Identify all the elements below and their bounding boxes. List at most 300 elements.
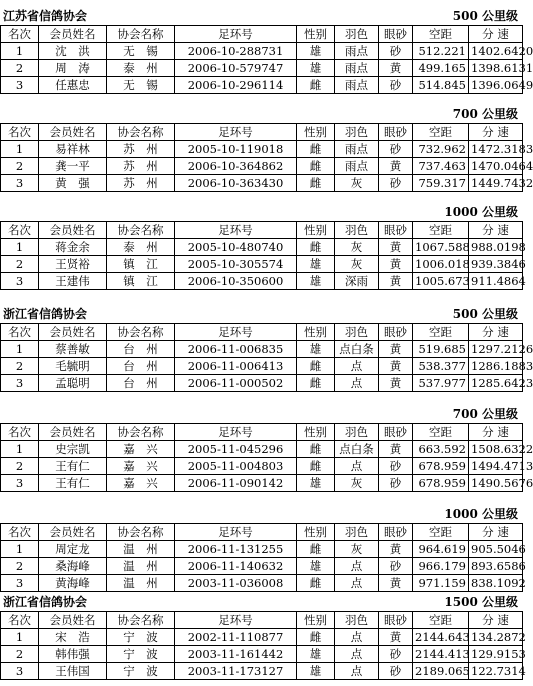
distance-level: 700 公里级 xyxy=(452,407,518,421)
column-header: 空距 xyxy=(413,424,469,441)
distance-cell: 2144.413 xyxy=(413,646,469,663)
eye-cell: 黄 xyxy=(379,341,413,358)
column-header: 足环号 xyxy=(175,424,297,441)
eye-cell: 砂 xyxy=(379,558,413,575)
member-name-cell: 任惠忠 xyxy=(39,77,107,94)
section-header xyxy=(0,4,522,25)
results-table xyxy=(0,611,526,680)
color-cell: 深雨 xyxy=(335,273,379,290)
table-row xyxy=(1,475,523,492)
table-header-row xyxy=(1,324,523,341)
color-cell: 灰 xyxy=(335,239,379,256)
eye-cell: 砂 xyxy=(379,141,413,158)
rank-cell: 2 xyxy=(1,358,39,375)
eye-cell: 黄 xyxy=(379,629,413,646)
distance-cell: 514.845 xyxy=(413,77,469,94)
column-header: 协会名称 xyxy=(107,324,175,341)
member-name-cell: 王有仁 xyxy=(39,458,107,475)
club-cell: 苏 州 xyxy=(107,158,175,175)
speed-cell: 1398.6131 xyxy=(469,60,523,77)
distance-cell: 2189.065 xyxy=(413,663,469,680)
column-header: 名次 xyxy=(1,524,39,541)
ring-number-cell: 2006-10-363430 xyxy=(175,175,297,192)
column-header: 名次 xyxy=(1,222,39,239)
rank-cell: 2 xyxy=(1,558,39,575)
member-name-cell: 周定龙 xyxy=(39,541,107,558)
distance-cell: 759.317 xyxy=(413,175,469,192)
column-header: 会员姓名 xyxy=(39,222,107,239)
rank-cell: 3 xyxy=(1,175,39,192)
column-header: 分 速 xyxy=(469,324,523,341)
results-section-zhejiang-1000 xyxy=(0,502,526,592)
eye-cell: 黄 xyxy=(379,358,413,375)
member-name-cell: 王有仁 xyxy=(39,475,107,492)
column-header: 眼砂 xyxy=(379,524,413,541)
results-table xyxy=(0,221,526,290)
ring-number-cell: 2005-11-004803 xyxy=(175,458,297,475)
ring-number-cell: 2006-10-296114 xyxy=(175,77,297,94)
ring-number-cell: 2006-11-006835 xyxy=(175,341,297,358)
association-name: 浙江省信鸽协会 xyxy=(3,307,88,321)
sex-cell: 雄 xyxy=(297,475,335,492)
distance-cell: 2144.643 xyxy=(413,629,469,646)
sex-cell: 雌 xyxy=(297,441,335,458)
eye-cell: 砂 xyxy=(379,475,413,492)
sex-cell: 雌 xyxy=(297,575,335,592)
column-header: 空距 xyxy=(413,26,469,43)
sex-cell: 雌 xyxy=(297,158,335,175)
results-section-zhejiang-1500 xyxy=(0,590,526,680)
ring-number-cell: 2005-10-119018 xyxy=(175,141,297,158)
table-row xyxy=(1,575,523,592)
speed-cell: 905.5046 xyxy=(469,541,523,558)
color-cell: 灰 xyxy=(335,475,379,492)
column-header: 协会名称 xyxy=(107,124,175,141)
column-header: 会员姓名 xyxy=(39,324,107,341)
ring-number-cell: 2006-11-090142 xyxy=(175,475,297,492)
eye-cell: 黄 xyxy=(379,239,413,256)
sex-cell: 雌 xyxy=(297,175,335,192)
member-name-cell: 蒋金余 xyxy=(39,239,107,256)
column-header: 空距 xyxy=(413,524,469,541)
rank-cell: 1 xyxy=(1,43,39,60)
distance-cell: 966.179 xyxy=(413,558,469,575)
table-row xyxy=(1,60,523,77)
results-table xyxy=(0,523,526,592)
association-name: 江苏省信鸽协会 xyxy=(3,9,88,23)
column-header: 眼砂 xyxy=(379,124,413,141)
color-cell: 点 xyxy=(335,558,379,575)
distance-level: 500 公里级 xyxy=(452,307,518,321)
distance-cell: 1006.018 xyxy=(413,256,469,273)
ring-number-cell: 2003-11-173127 xyxy=(175,663,297,680)
ring-number-cell: 2006-10-288731 xyxy=(175,43,297,60)
color-cell: 点 xyxy=(335,629,379,646)
member-name-cell: 王建伟 xyxy=(39,273,107,290)
table-header-row xyxy=(1,424,523,441)
eye-cell: 黄 xyxy=(379,273,413,290)
rank-cell: 2 xyxy=(1,458,39,475)
column-header: 性别 xyxy=(297,612,335,629)
column-header: 足环号 xyxy=(175,222,297,239)
column-header: 性别 xyxy=(297,424,335,441)
column-header: 会员姓名 xyxy=(39,124,107,141)
table-row xyxy=(1,358,523,375)
color-cell: 点 xyxy=(335,358,379,375)
column-header: 足环号 xyxy=(175,26,297,43)
table-header-row xyxy=(1,612,523,629)
club-cell: 嘉 兴 xyxy=(107,441,175,458)
rank-cell: 1 xyxy=(1,629,39,646)
rank-cell: 3 xyxy=(1,273,39,290)
club-cell: 无 锡 xyxy=(107,77,175,94)
club-cell: 镇 江 xyxy=(107,256,175,273)
table-row xyxy=(1,646,523,663)
club-cell: 嘉 兴 xyxy=(107,475,175,492)
rank-cell: 1 xyxy=(1,141,39,158)
column-header: 眼砂 xyxy=(379,26,413,43)
club-cell: 嘉 兴 xyxy=(107,458,175,475)
speed-cell: 893.6586 xyxy=(469,558,523,575)
speed-cell: 939.3846 xyxy=(469,256,523,273)
column-header: 眼砂 xyxy=(379,612,413,629)
member-name-cell: 桑海峰 xyxy=(39,558,107,575)
table-header-row xyxy=(1,222,523,239)
column-header: 羽色 xyxy=(335,324,379,341)
ring-number-cell: 2005-10-480740 xyxy=(175,239,297,256)
sex-cell: 雄 xyxy=(297,256,335,273)
column-header: 名次 xyxy=(1,424,39,441)
member-name-cell: 蔡善敏 xyxy=(39,341,107,358)
column-header: 足环号 xyxy=(175,612,297,629)
results-table xyxy=(0,123,533,192)
table-row xyxy=(1,239,523,256)
table-header-row xyxy=(1,26,523,43)
column-header: 名次 xyxy=(1,124,39,141)
column-header: 协会名称 xyxy=(107,524,175,541)
club-cell: 温 州 xyxy=(107,575,175,592)
ring-number-cell: 2002-11-110877 xyxy=(175,629,297,646)
section-header xyxy=(0,102,522,123)
sex-cell: 雌 xyxy=(297,541,335,558)
color-cell: 点 xyxy=(335,646,379,663)
column-header: 名次 xyxy=(1,612,39,629)
column-header: 会员姓名 xyxy=(39,524,107,541)
distance-cell: 1067.588 xyxy=(413,239,469,256)
results-section-zhejiang-500 xyxy=(0,302,533,392)
club-cell: 苏 州 xyxy=(107,175,175,192)
member-name-cell: 毛毓明 xyxy=(39,358,107,375)
table-row xyxy=(1,43,523,60)
distance-level: 1500 公里级 xyxy=(444,595,518,609)
rank-cell: 1 xyxy=(1,341,39,358)
eye-cell: 砂 xyxy=(379,175,413,192)
club-cell: 宁 波 xyxy=(107,646,175,663)
ring-number-cell: 2006-10-579747 xyxy=(175,60,297,77)
club-cell: 宁 波 xyxy=(107,663,175,680)
distance-cell: 519.685 xyxy=(413,341,469,358)
distance-cell: 538.377 xyxy=(413,358,469,375)
sex-cell: 雌 xyxy=(297,629,335,646)
eye-cell: 黄 xyxy=(379,575,413,592)
column-header: 眼砂 xyxy=(379,324,413,341)
member-name-cell: 孟聪明 xyxy=(39,375,107,392)
table-row xyxy=(1,375,523,392)
column-header: 会员姓名 xyxy=(39,612,107,629)
club-cell: 温 州 xyxy=(107,541,175,558)
sex-cell: 雄 xyxy=(297,273,335,290)
column-header: 羽色 xyxy=(335,424,379,441)
color-cell: 雨点 xyxy=(335,43,379,60)
distance-cell: 537.977 xyxy=(413,375,469,392)
rank-cell: 1 xyxy=(1,239,39,256)
table-row xyxy=(1,273,523,290)
club-cell: 泰 州 xyxy=(107,239,175,256)
eye-cell: 砂 xyxy=(379,646,413,663)
speed-cell: 1402.6420 xyxy=(469,43,523,60)
distance-cell: 678.959 xyxy=(413,475,469,492)
column-header: 空距 xyxy=(413,222,469,239)
ring-number-cell: 2006-11-131255 xyxy=(175,541,297,558)
table-row xyxy=(1,77,523,94)
eye-cell: 砂 xyxy=(379,77,413,94)
column-header: 眼砂 xyxy=(379,222,413,239)
color-cell: 点 xyxy=(335,663,379,680)
rank-cell: 2 xyxy=(1,256,39,273)
column-header: 协会名称 xyxy=(107,222,175,239)
member-name-cell: 王伟国 xyxy=(39,663,107,680)
ring-number-cell: 2005-11-045296 xyxy=(175,441,297,458)
member-name-cell: 宋 浩 xyxy=(39,629,107,646)
table-row xyxy=(1,175,523,192)
rank-cell: 3 xyxy=(1,663,39,680)
rank-cell: 2 xyxy=(1,646,39,663)
color-cell: 雨点 xyxy=(335,77,379,94)
column-header: 羽色 xyxy=(335,524,379,541)
column-header: 性别 xyxy=(297,324,335,341)
speed-cell: 1285.6423 xyxy=(469,375,523,392)
section-header xyxy=(0,200,522,221)
column-header: 空距 xyxy=(413,124,469,141)
sex-cell: 雌 xyxy=(297,375,335,392)
member-name-cell: 周 涛 xyxy=(39,60,107,77)
section-header xyxy=(0,590,522,611)
color-cell: 点白条 xyxy=(335,441,379,458)
distance-level: 500 公里级 xyxy=(452,9,518,23)
color-cell: 点 xyxy=(335,575,379,592)
results-section-jiangsu-700 xyxy=(0,102,533,192)
ring-number-cell: 2005-10-305574 xyxy=(175,256,297,273)
eye-cell: 黄 xyxy=(379,60,413,77)
table-row xyxy=(1,558,523,575)
rank-cell: 1 xyxy=(1,541,39,558)
distance-cell: 678.959 xyxy=(413,458,469,475)
club-cell: 台 州 xyxy=(107,341,175,358)
sex-cell: 雄 xyxy=(297,558,335,575)
column-header: 会员姓名 xyxy=(39,26,107,43)
speed-cell: 1396.0649 xyxy=(469,77,523,94)
distance-cell: 732.962 xyxy=(413,141,469,158)
table-row xyxy=(1,663,523,680)
association-name: 浙江省信鸽协会 xyxy=(3,595,88,609)
distance-cell: 737.463 xyxy=(413,158,469,175)
column-header: 空距 xyxy=(413,612,469,629)
results-table xyxy=(0,423,533,492)
ring-number-cell: 2006-11-006413 xyxy=(175,358,297,375)
distance-cell: 1005.673 xyxy=(413,273,469,290)
sex-cell: 雄 xyxy=(297,663,335,680)
sex-cell: 雌 xyxy=(297,358,335,375)
column-header: 足环号 xyxy=(175,524,297,541)
section-header xyxy=(0,502,522,523)
results-table xyxy=(0,323,533,392)
sex-cell: 雌 xyxy=(297,141,335,158)
club-cell: 泰 州 xyxy=(107,60,175,77)
column-header: 性别 xyxy=(297,26,335,43)
column-header: 足环号 xyxy=(175,124,297,141)
column-header: 分 速 xyxy=(469,124,523,141)
table-row xyxy=(1,441,523,458)
speed-cell: 1490.5676 xyxy=(469,475,523,492)
speed-cell: 1297.2126 xyxy=(469,341,523,358)
eye-cell: 砂 xyxy=(379,43,413,60)
speed-cell: 838.1092 xyxy=(469,575,523,592)
column-header: 协会名称 xyxy=(107,424,175,441)
club-cell: 温 州 xyxy=(107,558,175,575)
rank-cell: 3 xyxy=(1,575,39,592)
distance-level: 1000 公里级 xyxy=(444,507,518,521)
eye-cell: 黄 xyxy=(379,441,413,458)
color-cell: 灰 xyxy=(335,541,379,558)
column-header: 羽色 xyxy=(335,612,379,629)
eye-cell: 黄 xyxy=(379,375,413,392)
column-header: 羽色 xyxy=(335,124,379,141)
speed-cell: 134.2872 xyxy=(469,629,523,646)
column-header: 羽色 xyxy=(335,222,379,239)
speed-cell: 1470.0464 xyxy=(469,158,523,175)
distance-level: 700 公里级 xyxy=(452,107,518,121)
rank-cell: 3 xyxy=(1,375,39,392)
eye-cell: 砂 xyxy=(379,663,413,680)
club-cell: 宁 波 xyxy=(107,629,175,646)
sex-cell: 雄 xyxy=(297,60,335,77)
rank-cell: 3 xyxy=(1,77,39,94)
column-header: 协会名称 xyxy=(107,26,175,43)
color-cell: 雨点 xyxy=(335,141,379,158)
column-header: 足环号 xyxy=(175,324,297,341)
ring-number-cell: 2003-11-036008 xyxy=(175,575,297,592)
club-cell: 苏 州 xyxy=(107,141,175,158)
distance-cell: 663.592 xyxy=(413,441,469,458)
ring-number-cell: 2006-10-350600 xyxy=(175,273,297,290)
color-cell: 雨点 xyxy=(335,158,379,175)
distance-cell: 512.221 xyxy=(413,43,469,60)
speed-cell: 911.4864 xyxy=(469,273,523,290)
speed-cell: 1472.3183 xyxy=(469,141,523,158)
rank-cell: 3 xyxy=(1,475,39,492)
ring-number-cell: 2003-11-161442 xyxy=(175,646,297,663)
speed-cell: 1508.6322 xyxy=(469,441,523,458)
column-header: 性别 xyxy=(297,222,335,239)
speed-cell: 122.7314 xyxy=(469,663,523,680)
table-header-row xyxy=(1,124,523,141)
section-header xyxy=(0,402,522,423)
column-header: 会员姓名 xyxy=(39,424,107,441)
member-name-cell: 易祥林 xyxy=(39,141,107,158)
column-header: 分 速 xyxy=(469,612,523,629)
column-header: 分 速 xyxy=(469,424,523,441)
table-row xyxy=(1,458,523,475)
speed-cell: 988.0198 xyxy=(469,239,523,256)
column-header: 性别 xyxy=(297,524,335,541)
results-section-jiangsu-500 xyxy=(0,4,533,94)
column-header: 羽色 xyxy=(335,26,379,43)
table-row xyxy=(1,541,523,558)
color-cell: 灰 xyxy=(335,175,379,192)
distance-cell: 499.165 xyxy=(413,60,469,77)
color-cell: 点 xyxy=(335,375,379,392)
table-row xyxy=(1,158,523,175)
sex-cell: 雌 xyxy=(297,77,335,94)
eye-cell: 黄 xyxy=(379,541,413,558)
ring-number-cell: 2006-11-140632 xyxy=(175,558,297,575)
section-header xyxy=(0,302,522,323)
member-name-cell: 韩伟强 xyxy=(39,646,107,663)
table-row xyxy=(1,629,523,646)
ring-number-cell: 2006-10-364862 xyxy=(175,158,297,175)
eye-cell: 砂 xyxy=(379,458,413,475)
distance-level: 1000 公里级 xyxy=(444,205,518,219)
column-header: 空距 xyxy=(413,324,469,341)
eye-cell: 黄 xyxy=(379,256,413,273)
column-header: 分 速 xyxy=(469,26,523,43)
color-cell: 灰 xyxy=(335,256,379,273)
member-name-cell: 沈 洪 xyxy=(39,43,107,60)
distance-cell: 964.619 xyxy=(413,541,469,558)
color-cell: 点 xyxy=(335,458,379,475)
sex-cell: 雄 xyxy=(297,43,335,60)
member-name-cell: 史宗凯 xyxy=(39,441,107,458)
color-cell: 雨点 xyxy=(335,60,379,77)
club-cell: 台 州 xyxy=(107,358,175,375)
speed-cell: 129.9153 xyxy=(469,646,523,663)
results-section-zhejiang-700 xyxy=(0,402,533,492)
ring-number-cell: 2006-11-000502 xyxy=(175,375,297,392)
table-row xyxy=(1,141,523,158)
member-name-cell: 王贤裕 xyxy=(39,256,107,273)
column-header: 分 速 xyxy=(469,524,523,541)
member-name-cell: 龚一平 xyxy=(39,158,107,175)
column-header: 协会名称 xyxy=(107,612,175,629)
sex-cell: 雄 xyxy=(297,646,335,663)
club-cell: 台 州 xyxy=(107,375,175,392)
sex-cell: 雌 xyxy=(297,458,335,475)
table-row xyxy=(1,341,523,358)
color-cell: 点白条 xyxy=(335,341,379,358)
rank-cell: 2 xyxy=(1,158,39,175)
speed-cell: 1494.4713 xyxy=(469,458,523,475)
table-row xyxy=(1,256,523,273)
member-name-cell: 黄海峰 xyxy=(39,575,107,592)
column-header: 分 速 xyxy=(469,222,523,239)
speed-cell: 1286.1883 xyxy=(469,358,523,375)
member-name-cell: 黄 强 xyxy=(39,175,107,192)
rank-cell: 2 xyxy=(1,60,39,77)
results-table xyxy=(0,25,533,94)
speed-cell: 1449.7432 xyxy=(469,175,523,192)
results-section-jiangsu-1000 xyxy=(0,200,526,290)
club-cell: 无 锡 xyxy=(107,43,175,60)
